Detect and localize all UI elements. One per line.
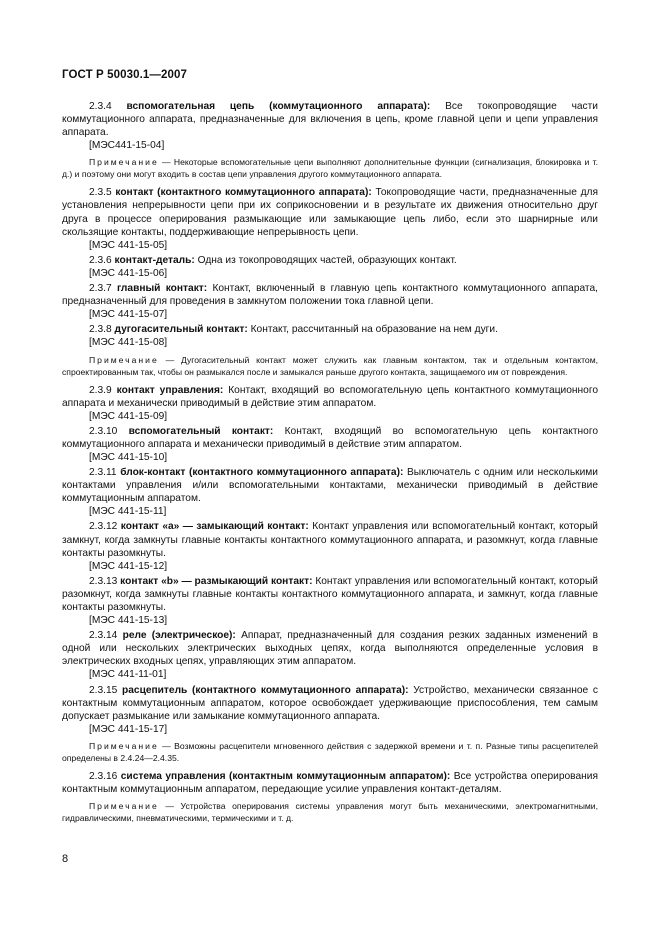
entry-note [62, 800, 598, 824]
entry-number: 2.3.15 [89, 684, 118, 696]
entry-term: главный контакт: [116, 283, 208, 295]
entry-term: система управления (контактным коммутационным аппаратом): [120, 770, 451, 782]
entry-definition: Аппарат, предназначенный для создания резких заданных изменений в одной или нескольких электрических выходных цепях, когда выполняются определенные условия в электрических входных цепях, управляющих этим аппаратом. [62, 630, 598, 668]
entry-2-3-9 [62, 384, 598, 410]
note-text: — Дугогасительный контакт может служить как главным контактом, так и отдельным контактом, спроектированным так, чтобы он размыкался после и замыкался раньше другого контакта, защищаемого им от повреждения. [62, 354, 599, 377]
entry-number: 2.3.7 [89, 283, 112, 295]
note-label: Примечание [89, 740, 159, 751]
entry-number: 2.3.6 [89, 254, 112, 266]
entry-number: 2.3.10 [89, 425, 118, 437]
entry-reference: [МЭС 441-15-11] [89, 506, 167, 518]
entry-definition: Контакт управления или вспомогательный контакт, который замкнут, когда замкнуты главные контакты контактного коммутационного аппарата, и разомкнут, когда главные контакты разомкнуты. [62, 521, 598, 559]
entry-definition: Контакт, входящий во вспомогательную цепь контактного коммутационного аппарата и механически приводимый в действие этим аппаратом. [62, 425, 598, 450]
entry-2-3-16 [62, 770, 598, 796]
entry-number: 2.3.4 [89, 101, 112, 112]
note-label: Примечание [89, 354, 159, 365]
entry-2-3-15 [62, 684, 598, 723]
entry-term: вспомогательная цепь (коммутационного аппарата): [126, 101, 431, 112]
entry-definition: Контакт, включенный в главную цепь контактного коммутационного аппарата, предназначенный для проведения в замкнутом положении тока главной цепи. [62, 283, 598, 308]
note-label: Примечание [89, 157, 159, 168]
entry-term: блок-контакт (контактного коммутационного аппарата): [120, 467, 404, 479]
entry-2-3-12 [62, 520, 598, 559]
entry-reference: [МЭС441-15-04] [89, 140, 165, 152]
entry-number: 2.3.13 [89, 575, 118, 587]
note-text: — Возможны расцепители мгновенного действия с задержкой времени и т. п. Разные типы расцепителей определены в 2.4.24—2.4.35. [62, 740, 599, 763]
entry-note [62, 156, 598, 180]
entry-reference: [МЭС 441-15-13] [89, 615, 168, 627]
note-text: — Некоторые вспомогательные цепи выполняют дополнительные функции (сигнализация, блокировка и т. д.) и поэтому они могут входить в состав цепи управления другого коммутационного аппарата. [62, 157, 598, 180]
entry-term: расцепитель (контактного коммутационного аппарата): [122, 684, 409, 696]
entry-reference: [МЭС 441-15-08] [89, 337, 168, 349]
entry-2-3-13 [62, 575, 598, 614]
entry-term: контакт управления: [116, 384, 224, 396]
entry-number: 2.3.9 [89, 384, 112, 396]
entry-reference: [МЭС 441-15-05] [89, 239, 168, 251]
entry-reference: [МЭС 441-15-17] [89, 723, 168, 735]
entry-note [62, 354, 598, 378]
entry-number: 2.3.14 [89, 630, 118, 642]
entry-definition: Контакт управления или вспомогательный контакт, который разомкнут, когда замкнуты главные контакты контактного коммутационного аппарата, и замкнут, когда главные контакты разомкнуты. [62, 575, 598, 613]
entry-reference: [МЭС 441-15-07] [89, 309, 168, 321]
entry-number: 2.3.12 [89, 521, 118, 533]
entry-term: реле (электрическое): [122, 630, 236, 642]
entry-term: контакт «а» — замыкающий контакт: [120, 521, 309, 533]
entry-term: контакт «b» — размыкающий контакт: [120, 575, 313, 587]
entry-reference: [МЭС 441-11-01] [89, 669, 167, 681]
entry-definition: Контакт, рассчитанный на образование на нем дуги. [250, 324, 498, 336]
entry-definition: Устройство, механически связанное с контактным коммутационным аппаратом, которое освобождает удерживающие приспособления, тем самым допускает размыкание или замыкание коммутационного аппарата. [62, 684, 598, 722]
entry-reference: [МЭС 441-15-09] [89, 410, 168, 422]
entry-number: 2.3.16 [89, 770, 118, 782]
page-number: 8 [62, 853, 69, 865]
entry-reference: [МЭС 441-15-12] [89, 560, 168, 572]
entry-number: 2.3.5 [89, 187, 112, 199]
entry-term: дугогасительный контакт: [114, 324, 248, 336]
note-text: — Устройства оперирования системы управления могут быть механическими, электромагнитными, гидравлическими, пневматическими, термическими и т. д. [62, 801, 598, 824]
entry-term: вспомогательный контакт: [128, 425, 274, 437]
entry-2-3-14 [62, 629, 598, 668]
document-body [62, 97, 598, 830]
entry-number: 2.3.8 [89, 324, 112, 336]
entry-definition: Токопроводящие части, предназначенные для установления непрерывности цепи при их соприкосновении и в результате их движения относительно друг друга в процессе оперирования размыкающие или замыкающие цепь либо, если это шарнирные или скользящие контакты, поддерживающие непрерывность цепи. [62, 187, 598, 238]
entry-2-3-4 [62, 100, 598, 139]
entry-reference: [МЭС 441-15-10] [89, 451, 168, 463]
entry-definition: Все токопроводящие части коммутационного аппарата, предназначенные для включения в цепь, кроме главной цепи и цепи управления аппарата. [62, 101, 598, 139]
entry-definition: Все устройства оперирования контактным коммутационным аппаратом, передающие усилие управления контакт-деталям. [62, 770, 598, 796]
entry-term: контакт-деталь: [114, 254, 195, 266]
entry-definition: Контакт, входящий во вспомогательную цепь контактного коммутационного аппарата и механически приводимый в действие этим аппаратом. [62, 384, 598, 409]
entry-2-3-7 [62, 282, 598, 308]
entry-2-3-11 [62, 466, 598, 505]
entry-note [62, 740, 598, 764]
entry-definition: Одна из токопроводящих частей, образующих контакт. [197, 254, 457, 266]
entry-number: 2.3.11 [89, 467, 117, 479]
document-code: ГОСТ Р 50030.1—2007 [62, 69, 187, 81]
entry-definition: Выключатель с одним или несколькими контактами управления и/или вспомогательными контактами, механически приводимый в действие коммутационным аппаратом. [62, 467, 598, 505]
entry-2-3-5 [62, 186, 598, 238]
entry-reference: [МЭС 441-15-06] [89, 267, 168, 279]
entry-2-3-6 [62, 254, 598, 267]
entry-2-3-8 [62, 323, 598, 336]
note-label: Примечание [89, 801, 159, 812]
entry-2-3-10 [62, 425, 598, 451]
entry-term: контакт (контактного коммутационного аппарата): [115, 187, 372, 199]
